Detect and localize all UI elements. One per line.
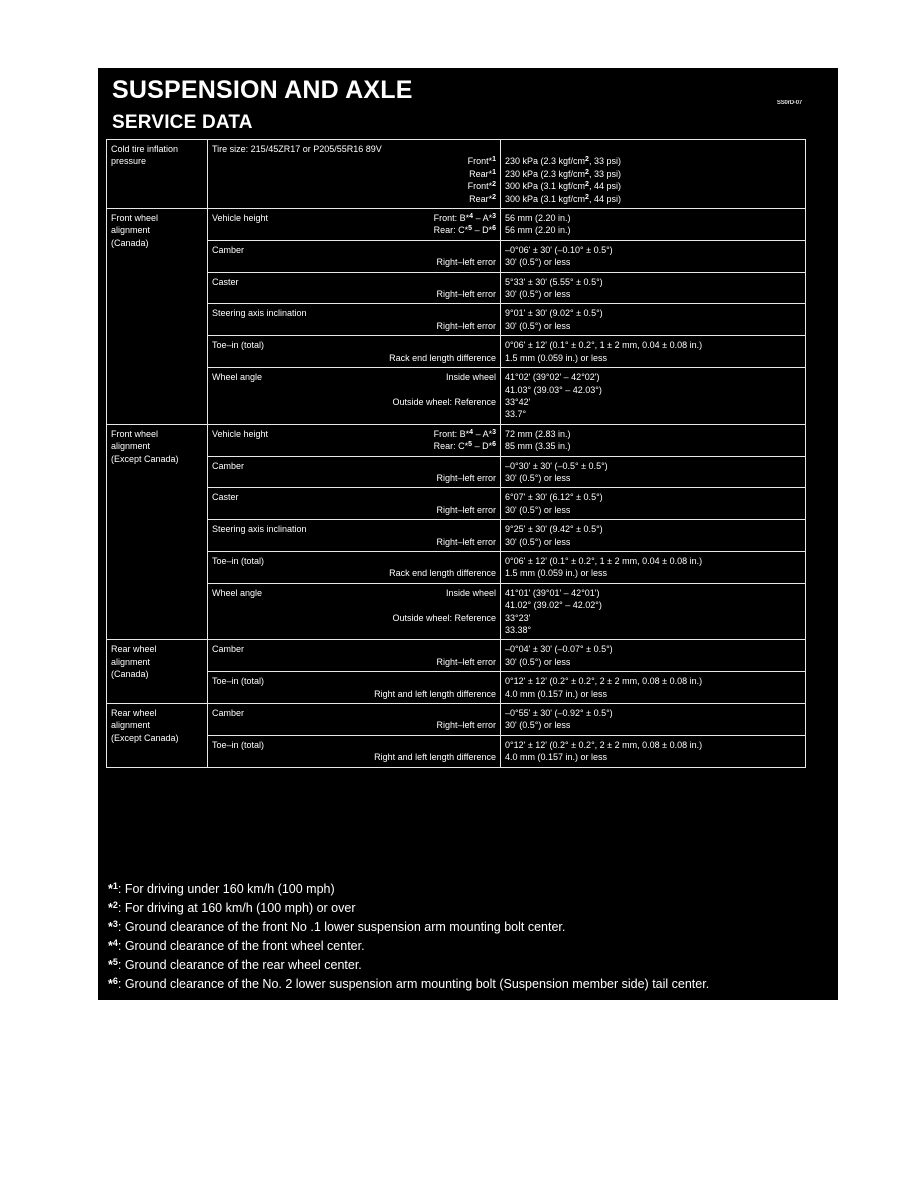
row-item-cell <box>208 583 501 640</box>
row-value: 56 mm (2.20 in.) <box>505 213 571 224</box>
row-value-cell <box>501 240 806 272</box>
row-group-label-line: (Canada) <box>111 669 149 680</box>
row-item-label: Tire size: 215/45ZR17 or P205/55R16 89V <box>212 144 382 154</box>
row-group-label <box>107 704 208 768</box>
row-item-cell <box>208 735 501 767</box>
footnote-marker: *$^5$ <box>108 957 118 972</box>
row-value-cell <box>501 140 806 209</box>
row-value: 1.5 mm (0.059 in.) or less <box>505 352 608 363</box>
row-value: 0°06' ± 12' (0.1° ± 0.2°, 1 ± 2 mm, 0.04 ± 0.08 in.) <box>505 340 703 351</box>
row-item-cell <box>208 520 501 552</box>
row-value: 9°01' ± 30' (9.02° ± 0.5°) <box>505 308 603 319</box>
row-qualifier: Inside wheel <box>445 587 496 598</box>
table-row <box>107 640 806 672</box>
footnote-text: : Ground clearance of the rear wheel center. <box>117 958 362 972</box>
service-data-table <box>106 139 806 768</box>
footnote-item <box>108 937 830 956</box>
row-item-cell <box>208 488 501 520</box>
row-group-label-line: Rear wheel <box>111 644 157 655</box>
row-item-cell <box>208 209 501 241</box>
table-row <box>107 583 806 640</box>
row-item-cell <box>208 456 501 488</box>
row-qualifier: Rear*$^2$ <box>469 193 496 204</box>
row-item-label: Camber <box>212 244 245 255</box>
row-qualifier: Rear*$^1$ <box>469 168 496 179</box>
row-qualifier: Right–left error <box>436 472 496 483</box>
row-item-label: Camber <box>212 708 245 719</box>
row-qualifier: Rear: C*$^5$ – D*$^6$ <box>433 225 496 236</box>
table-row <box>107 336 806 368</box>
table-row <box>107 272 806 304</box>
row-value: 33°42' <box>505 396 531 407</box>
row-value-cell <box>501 368 806 425</box>
row-value: 0°12' ± 12' (0.2° ± 0.2°, 2 ± 2 mm, 0.08 ± 0.08 in.) <box>505 739 703 750</box>
row-qualifier: Right and left length difference <box>374 688 496 699</box>
footnote-text: : For driving under 160 km/h (100 mph) <box>117 882 335 896</box>
row-value-cell <box>501 583 806 640</box>
row-group-label-line: Rear wheel <box>111 708 157 719</box>
row-value: 30' (0.5°) or less <box>505 320 571 331</box>
row-item-cell <box>208 424 501 456</box>
footnote-marker: *$^4$ <box>108 938 118 953</box>
table-row <box>107 735 806 767</box>
row-item-label: Camber <box>212 644 245 655</box>
row-qualifier: Right–left error <box>436 504 496 515</box>
row-value: 33°23' <box>505 612 531 623</box>
row-value-cell <box>501 735 806 767</box>
row-item-cell <box>208 140 501 209</box>
row-item-cell <box>208 551 501 583</box>
row-item-label: Front: B*$^4$ – A*$^3$ Vehicle height <box>212 213 496 224</box>
row-qualifier: Front: B*$^4$ – A*$^3$ <box>433 428 496 439</box>
row-value: 30' (0.5°) or less <box>505 656 571 667</box>
row-value-cell <box>501 209 806 241</box>
row-item-cell <box>208 672 501 704</box>
row-group-label-line: (Except Canada) <box>111 453 179 464</box>
row-value: 1.5 mm (0.059 in.) or less <box>505 568 608 579</box>
row-item-label: Front: B*$^4$ – A*$^3$ Vehicle height <box>212 428 496 439</box>
row-value: 72 mm (2.83 in.) <box>505 428 571 439</box>
row-value: 30' (0.5°) or less <box>505 504 571 515</box>
row-value: 41°01' (39°01' – 42°01') <box>505 587 600 598</box>
table-row <box>107 368 806 425</box>
row-qualifier: Right and left length difference <box>374 752 496 763</box>
row-qualifier: Right–left error <box>436 320 496 331</box>
row-value-cell <box>501 488 806 520</box>
row-group-label <box>107 140 208 209</box>
table-row <box>107 209 806 241</box>
row-value: 30' (0.5°) or less <box>505 472 571 483</box>
table-row <box>107 424 806 456</box>
footnote-marker: *$^2$ <box>108 900 118 915</box>
row-value: 9°25' ± 30' (9.42° ± 0.5°) <box>505 524 603 535</box>
table-row <box>107 551 806 583</box>
footnote-marker: *$^6$ <box>108 976 118 991</box>
row-value: 230 kPa (2.3 kgf/$cm^2$, 33 psi) <box>505 156 621 167</box>
figure-code-label: SS0rD-07 <box>776 100 802 106</box>
row-value: 41.02° (39.02° – 42.02°) <box>505 600 602 611</box>
row-value: –0°04' ± 30' (–0.07° ± 0.5°) <box>505 644 613 655</box>
row-item-cell <box>208 240 501 272</box>
row-value: 30' (0.5°) or less <box>505 536 571 547</box>
table-row <box>107 672 806 704</box>
footnote-item <box>108 956 830 975</box>
row-item-label: Steering axis inclination <box>212 524 307 535</box>
row-group-label-line: Front wheel <box>111 213 159 224</box>
row-value-cell <box>501 672 806 704</box>
service-data-table-body <box>107 140 806 768</box>
row-qualifier: Right–left error <box>436 720 496 731</box>
row-item-label: Inside wheel Wheel angle <box>212 372 496 383</box>
table-row <box>107 240 806 272</box>
row-item-label: Steering axis inclination <box>212 308 307 319</box>
row-item-cell <box>208 336 501 368</box>
row-value-cell <box>501 272 806 304</box>
row-value: 6°07' ± 30' (6.12° ± 0.5°) <box>505 492 603 503</box>
row-item-label: Toe–in (total) <box>212 739 265 750</box>
row-qualifier: Right–left error <box>436 257 496 268</box>
table-row <box>107 456 806 488</box>
footnote-marker: *$^1$ <box>108 881 118 896</box>
row-qualifier: Right–left error <box>436 536 496 547</box>
row-item-label: Toe–in (total) <box>212 676 265 687</box>
footnote-text: : Ground clearance of the front wheel center. <box>117 939 365 953</box>
row-value: 4.0 mm (0.157 in.) or less <box>505 688 608 699</box>
row-value-cell <box>501 640 806 672</box>
table-row <box>107 140 806 209</box>
table-row <box>107 520 806 552</box>
row-value: 41.03° (39.03° – 42.03°) <box>505 384 602 395</box>
row-value-cell <box>501 551 806 583</box>
row-value: 230 kPa (2.3 kgf/$cm^2$, 33 psi) <box>505 168 621 179</box>
table-row <box>107 304 806 336</box>
row-value: 33.38° <box>505 625 532 635</box>
row-value-cell <box>501 456 806 488</box>
table-row <box>107 488 806 520</box>
footnote-list <box>108 880 830 994</box>
row-value: 30' (0.5°) or less <box>505 720 571 731</box>
row-qualifier: Front*$^1$ <box>467 156 496 167</box>
row-item-label: Toe–in (total) <box>212 340 265 351</box>
row-value-spacer <box>505 143 801 155</box>
footnote-item <box>108 880 830 899</box>
row-qualifier: Right–left error <box>436 656 496 667</box>
row-value: 33.7° <box>505 409 527 420</box>
row-group-label-line: (Except Canada) <box>111 732 179 743</box>
row-value: 41°02' (39°02' – 42°02') <box>505 372 600 383</box>
row-group-label <box>107 640 208 704</box>
row-item-cell <box>208 704 501 736</box>
row-qualifier: Rack end length difference <box>389 568 496 579</box>
row-qualifier: Inside wheel <box>445 372 496 383</box>
row-value: –0°06' ± 30' (–0.10° ± 0.5°) <box>505 244 613 255</box>
row-value-cell <box>501 704 806 736</box>
row-qualifier: Rear: C*$^5$ – D*$^6$ <box>433 441 496 452</box>
row-group-label-line: Front wheel <box>111 428 159 439</box>
row-item-label: Camber <box>212 460 245 471</box>
footnote-marker: *$^3$ <box>108 919 118 934</box>
row-group-label-line: Cold tire inflation <box>111 144 179 154</box>
row-qualifier: Outside wheel: Reference <box>392 612 496 623</box>
row-item-label: Caster <box>212 492 239 503</box>
row-group-label-line: alignment <box>111 720 151 731</box>
row-value: 5°33' ± 30' (5.55° ± 0.5°) <box>505 276 603 287</box>
row-qualifier: Rack end length difference <box>389 352 496 363</box>
footnote-item <box>108 975 830 994</box>
page-title: SUSPENSION AND AXLE <box>112 76 413 104</box>
row-item-label: Inside wheel Wheel angle <box>212 587 496 598</box>
row-item-cell <box>208 304 501 336</box>
row-value: 30' (0.5°) or less <box>505 257 571 268</box>
row-item-label: Toe–in (total) <box>212 555 265 566</box>
row-value: 300 kPa (3.1 kgf/$cm^2$, 44 psi) <box>505 181 621 192</box>
row-value: –0°30' ± 30' (–0.5° ± 0.5°) <box>505 460 608 471</box>
footnote-item <box>108 899 830 918</box>
row-qualifier: Front*$^2$ <box>467 181 496 192</box>
row-group-label <box>107 209 208 425</box>
row-value: 56 mm (2.20 in.) <box>505 225 571 236</box>
row-value: 85 mm (3.35 in.) <box>505 441 571 452</box>
row-item-label: Caster <box>212 276 239 287</box>
row-value: 300 kPa (3.1 kgf/$cm^2$, 44 psi) <box>505 193 621 204</box>
scanned-page-panel <box>98 68 838 1000</box>
row-group-label-line: alignment <box>111 441 151 452</box>
row-value-cell <box>501 336 806 368</box>
table-row <box>107 704 806 736</box>
row-group-label-line: alignment <box>111 656 151 667</box>
row-value: 0°12' ± 12' (0.2° ± 0.2°, 2 ± 2 mm, 0.08 ± 0.08 in.) <box>505 676 703 687</box>
footnote-item <box>108 918 830 937</box>
row-value: –0°55' ± 30' (–0.92° ± 0.5°) <box>505 708 613 719</box>
row-item-cell <box>208 272 501 304</box>
page-subtitle: SERVICE DATA <box>112 112 253 133</box>
footnote-text: : Ground clearance of the No. 2 lower suspension arm mounting bolt (Suspension member side) tail center. <box>117 977 710 991</box>
row-qualifier: Outside wheel: Reference <box>392 396 496 407</box>
row-group-label-line: (Canada) <box>111 237 149 248</box>
row-value: 30' (0.5°) or less <box>505 289 571 300</box>
row-value-cell <box>501 520 806 552</box>
row-value: 0°06' ± 12' (0.1° ± 0.2°, 1 ± 2 mm, 0.04 ± 0.08 in.) <box>505 555 703 566</box>
footnote-text: : For driving at 160 km/h (100 mph) or over <box>117 901 356 915</box>
row-item-cell <box>208 640 501 672</box>
row-qualifier: Front: B*$^4$ – A*$^3$ <box>433 213 496 224</box>
row-group-label-line: pressure <box>111 156 147 167</box>
row-group-label <box>107 424 208 640</box>
footnote-text: : Ground clearance of the front No .1 lower suspension arm mounting bolt center. <box>117 920 566 934</box>
row-value-cell <box>501 304 806 336</box>
row-value-cell <box>501 424 806 456</box>
row-value: 4.0 mm (0.157 in.) or less <box>505 752 608 763</box>
row-qualifier: Right–left error <box>436 289 496 300</box>
row-item-cell <box>208 368 501 425</box>
row-group-label-line: alignment <box>111 225 151 236</box>
